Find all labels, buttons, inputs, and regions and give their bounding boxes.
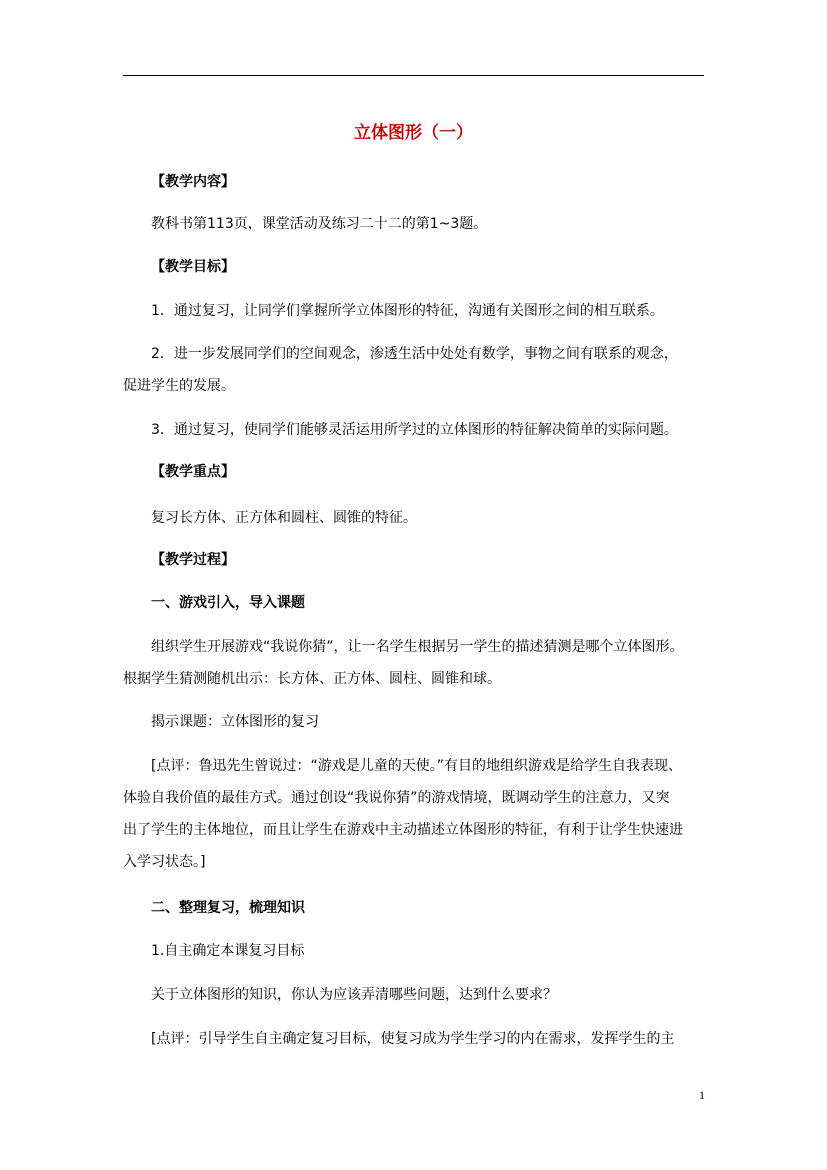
comment-line: [点评：鲁迅先生曾说过：“游戏是儿童的天使。”有目的地组织游戏是给学生自我表现、 [151, 758, 682, 774]
paragraph-line: 揭示课题：立体图形的复习 [151, 714, 319, 730]
paragraph-line: 关于立体图形的知识，你认为应该弄清哪些问题，达到什么要求？ [151, 987, 557, 1003]
comment-line: 出了学生的主体地位，而且让学生在游戏中主动描述立体图形的特征，有利于让学生快速进 [123, 822, 683, 838]
heading-process: 【教学过程】 [151, 552, 235, 568]
heading-content: 【教学内容】 [151, 174, 235, 190]
heading-goals: 【教学目标】 [151, 259, 235, 275]
comment-line: [点评：引导学生自主确定复习目标，使复习成为学生学习的内在需求，发挥学生的主 [151, 1031, 675, 1047]
paragraph-line: 1.自主确定本课复习目标 [151, 943, 305, 959]
document-title: 立体图形（一） [354, 123, 473, 143]
paragraph-line: 复习长方体、正方体和圆柱、圆锥的特征。 [151, 510, 417, 526]
paragraph-line: 2．进一步发展同学们的空间观念，渗透生活中处处有数学，事物之间有联系的观念， [151, 346, 678, 362]
section-heading-2: 二、整理复习，梳理知识 [151, 900, 305, 916]
section-heading-1: 一、游戏引入，导入课题 [151, 595, 305, 611]
page-number: 1 [699, 1088, 705, 1102]
paragraph-line: 1．通过复习，让同学们掌握所学立体图形的特征，沟通有关图形之间的相互联系。 [151, 303, 664, 319]
comment-line: 体验自我价值的最佳方式。通过创设“我说你猜”的游戏情境，既调动学生的注意力，又突 [123, 790, 670, 806]
heading-keypoints: 【教学重点】 [151, 464, 235, 480]
paragraph-line: 组织学生开展游戏“我说你猜”，让一名学生根据另一学生的描述猜测是哪个立体图形。 [151, 639, 684, 655]
paragraph-line: 根据学生猜测随机出示：长方体、正方体、圆柱、圆锥和球。 [123, 671, 501, 687]
paragraph-line: 3．通过复习，使同学们能够灵活运用所学过的立体图形的特征解决简单的实际问题。 [151, 422, 678, 438]
header-rule [123, 75, 704, 76]
comment-line: 入学习状态。] [123, 854, 206, 870]
paragraph-line: 教科书第113页，课堂活动及练习二十二的第1~3题。 [151, 216, 488, 232]
paragraph-line: 促进学生的发展。 [123, 378, 235, 394]
